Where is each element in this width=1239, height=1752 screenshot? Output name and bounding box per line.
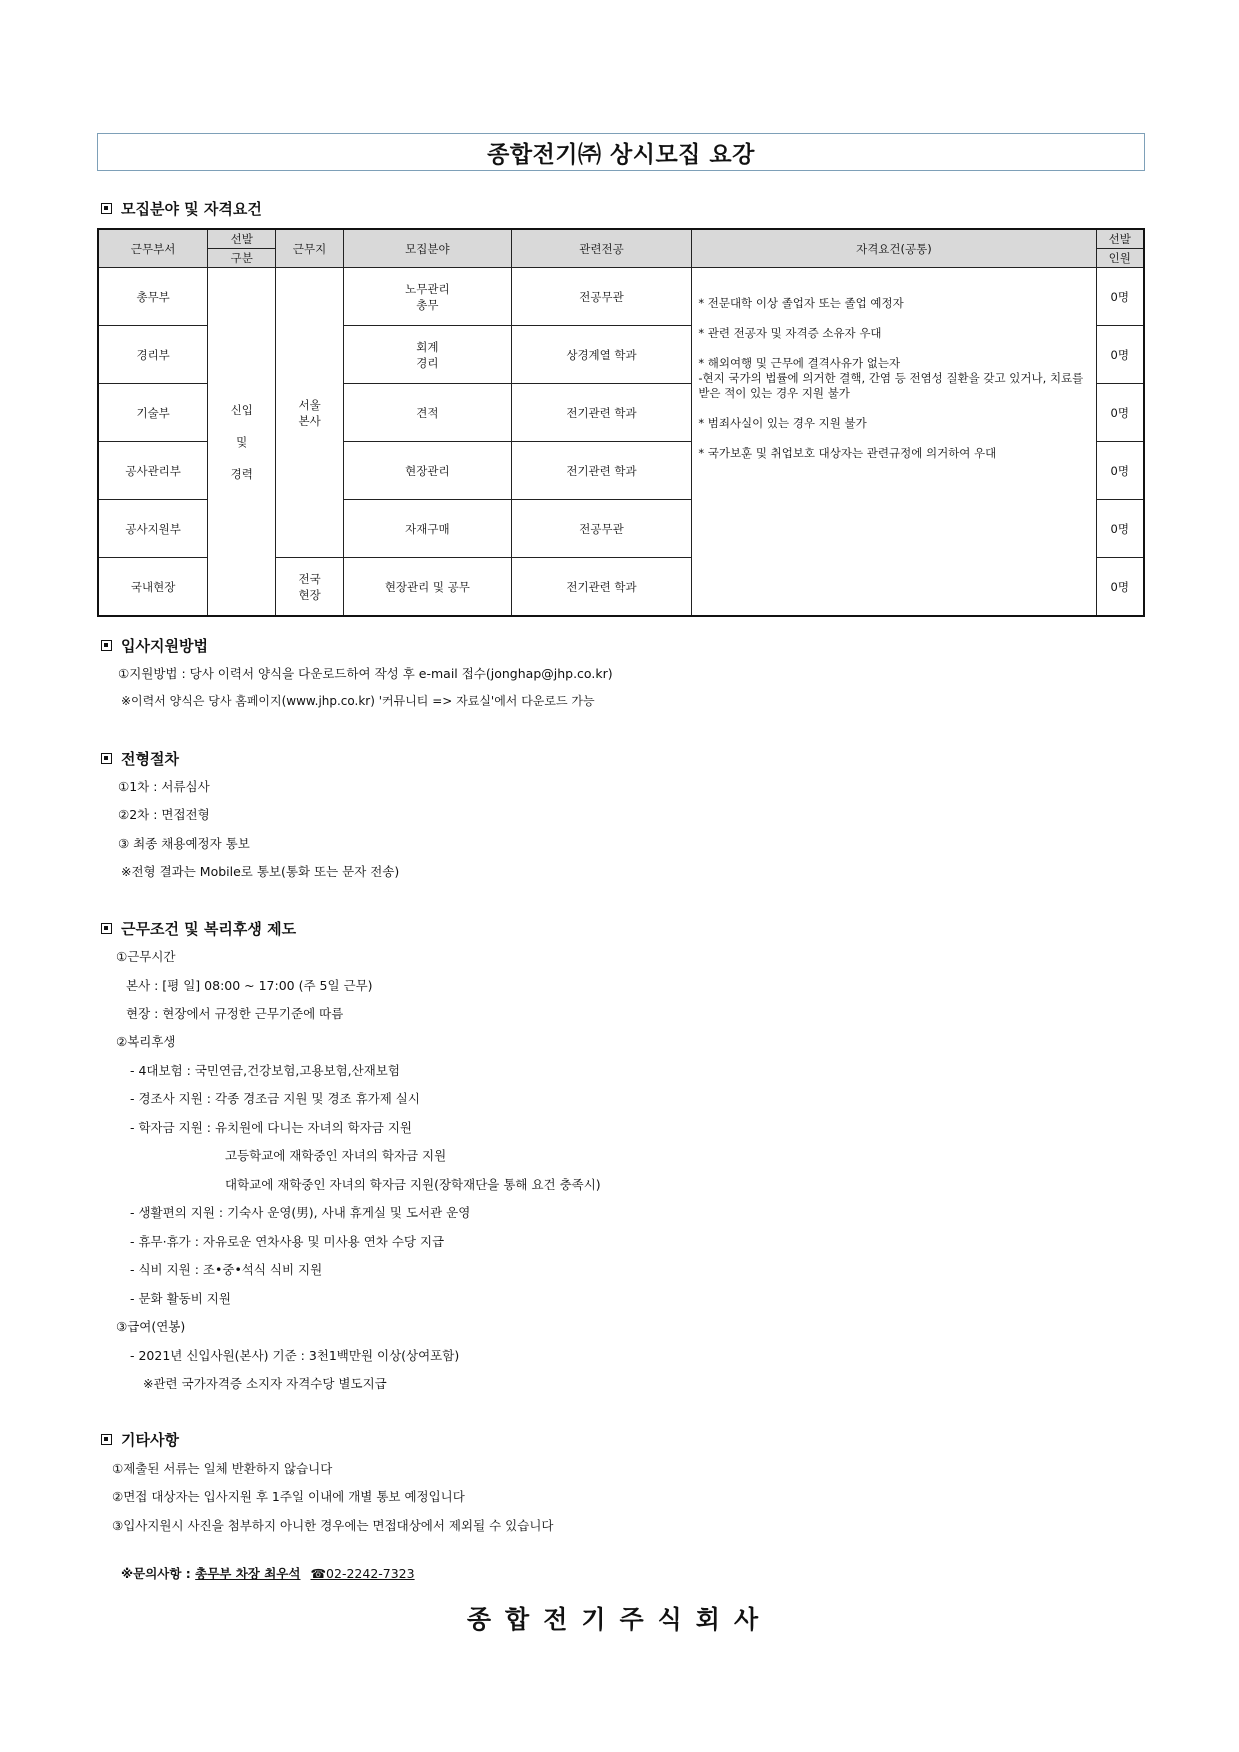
welfare-line: - 경조사 지원 : 각종 경조금 지원 및 경조 휴가제 실시 bbox=[130, 1091, 420, 1106]
cell-dept: 공사관리부 bbox=[98, 442, 208, 500]
square-bullet-icon bbox=[101, 753, 112, 764]
qual-item: * 국가보훈 및 취업보호 대상자는 관련규정에 의거하여 우대 bbox=[698, 446, 997, 460]
qual-item: * 관련 전공자 및 자격증 소유자 우대 bbox=[698, 326, 882, 340]
cell-major: 전공무관 bbox=[511, 500, 692, 558]
cell-field: 회계 경리 bbox=[344, 326, 512, 384]
cell-major: 전기관련 학과 bbox=[511, 442, 692, 500]
section-heading-recruit: 모집분야 및 자격요건 bbox=[101, 198, 262, 219]
welfare-line: - 2021년 신입사원(본사) 기준 : 3천1백만원 이상(상여포함) bbox=[130, 1348, 460, 1363]
contact-label: ※문의사항 : bbox=[121, 1566, 196, 1581]
page-title: 종합전기㈜ 상시모집 요강 bbox=[487, 141, 755, 168]
cell-count: 0명 bbox=[1096, 326, 1144, 384]
contact-person: 총무부 차장 최우석 bbox=[195, 1566, 301, 1581]
header-select-top: 선발 bbox=[208, 229, 276, 249]
cell-field: 노무관리 총무 bbox=[344, 268, 512, 326]
cell-field: 자재구매 bbox=[344, 500, 512, 558]
section-heading-apply: 입사지원방법 bbox=[101, 635, 208, 656]
header-select-bottom: 구분 bbox=[208, 249, 276, 268]
welfare-line: ①근무시간 bbox=[116, 949, 176, 964]
apply-note: ※이력서 양식은 당사 홈페이지(www.jhp.co.kr) '커뮤니티 => 자료실'에서 다운로드 가능 bbox=[121, 694, 595, 708]
cell-major: 전기관련 학과 bbox=[511, 384, 692, 442]
cell-qualifications bbox=[692, 268, 1096, 617]
section-heading-process: 전형절차 bbox=[101, 748, 179, 769]
square-bullet-icon bbox=[101, 203, 112, 214]
cell-count: 0명 bbox=[1096, 268, 1144, 326]
qual-item: * 해외여행 및 근무에 결격사유가 없는자 -현지 국가의 법률에 의거한 결핵, 간염 등 전염성 질환을 갖고 있거나, 치료를 받은 적이 있는 경우 지원 불가 bbox=[698, 356, 1084, 400]
process-note: ※전형 결과는 Mobile로 통보(통화 또는 문자 전송) bbox=[121, 864, 400, 879]
cell-field: 견적 bbox=[344, 384, 512, 442]
welfare-line: ②복리후생 bbox=[116, 1034, 176, 1049]
cell-count: 0명 bbox=[1096, 384, 1144, 442]
section-heading-etc: 기타사항 bbox=[101, 1429, 179, 1450]
cell-dept: 공사지원부 bbox=[98, 500, 208, 558]
contact-phone: ☎02-2242-7323 bbox=[310, 1566, 415, 1581]
recruit-table bbox=[97, 228, 1145, 617]
square-bullet-icon bbox=[101, 640, 112, 651]
qual-item: * 범죄사실이 있는 경우 지원 불가 bbox=[698, 416, 867, 430]
cell-field: 현장관리 bbox=[344, 442, 512, 500]
welfare-line: 본사 : [평 일] 08:00 ~ 17:00 (주 5일 근무) bbox=[126, 978, 373, 993]
cell-count: 0명 bbox=[1096, 500, 1144, 558]
cell-dept: 총무부 bbox=[98, 268, 208, 326]
header-qual: 자격요건(공통) bbox=[692, 229, 1096, 268]
cell-count: 0명 bbox=[1096, 442, 1144, 500]
cell-dept: 경리부 bbox=[98, 326, 208, 384]
cell-field: 현장관리 및 공무 bbox=[344, 558, 512, 617]
welfare-line: - 휴무·휴가 : 자유로운 연차사용 및 미사용 연차 수당 지급 bbox=[130, 1234, 445, 1249]
welfare-line: - 식비 지원 : 조•중•석식 식비 지원 bbox=[130, 1262, 323, 1277]
qual-item: * 전문대학 이상 졸업자 또는 졸업 예정자 bbox=[698, 296, 904, 310]
welfare-line: 대학교에 재학중인 자녀의 학자금 지원(장학재단을 통해 요건 충족시) bbox=[225, 1177, 601, 1192]
etc-line: ③입사지원시 사진을 첨부하지 아니한 경우에는 면접대상에서 제외될 수 있습니다 bbox=[112, 1518, 554, 1533]
header-location: 근무지 bbox=[276, 229, 344, 268]
header-count-top: 선발 bbox=[1096, 229, 1144, 249]
header-field: 모집분야 bbox=[344, 229, 512, 268]
welfare-line: 현장 : 현장에서 규정한 근무기준에 따름 bbox=[126, 1006, 344, 1021]
process-line: ①1차 : 서류심사 bbox=[118, 779, 210, 794]
company-name: 종합전기주식회사 bbox=[466, 1605, 773, 1634]
etc-line: ②면접 대상자는 입사지원 후 1주일 이내에 개별 통보 예정입니다 bbox=[112, 1489, 465, 1504]
cell-major: 상경계열 학과 bbox=[511, 326, 692, 384]
process-line: ②2차 : 면접전형 bbox=[118, 807, 210, 822]
cell-location-site: 전국 현장 bbox=[276, 558, 344, 617]
cell-dept: 기술부 bbox=[98, 384, 208, 442]
cell-location-hq: 서울 본사 bbox=[276, 268, 344, 558]
cell-dept: 국내현장 bbox=[98, 558, 208, 617]
welfare-line: - 문화 활동비 지원 bbox=[130, 1291, 231, 1306]
welfare-line: - 4대보험 : 국민연금,건강보험,고용보험,산재보험 bbox=[130, 1063, 400, 1078]
process-line: ③ 최종 채용예정자 통보 bbox=[118, 836, 250, 851]
apply-line: ①지원방법 : 당사 이력서 양식을 다운로드하여 작성 후 e-mail 접수(jonghap@jhp.co.kr) bbox=[118, 666, 613, 681]
etc-line: ①제출된 서류는 일체 반환하지 않습니다 bbox=[112, 1461, 333, 1476]
welfare-line: 고등학교에 재학중인 자녀의 학자금 지원 bbox=[225, 1148, 447, 1163]
cell-count: 0명 bbox=[1096, 558, 1144, 617]
welfare-line: - 학자금 지원 : 유치원에 다니는 자녀의 학자금 지원 bbox=[130, 1120, 413, 1135]
cell-select-type: 신입 및 경력 bbox=[208, 268, 276, 617]
cell-major: 전기관련 학과 bbox=[511, 558, 692, 617]
cell-major: 전공무관 bbox=[511, 268, 692, 326]
welfare-line: - 생활편의 지원 : 기숙사 운영(男), 사내 휴게실 및 도서관 운영 bbox=[130, 1205, 471, 1220]
header-count-bottom: 인원 bbox=[1096, 249, 1144, 268]
square-bullet-icon bbox=[101, 1434, 112, 1445]
square-bullet-icon bbox=[101, 923, 112, 934]
header-major: 관련전공 bbox=[511, 229, 692, 268]
welfare-note: ※관련 국가자격증 소지자 자격수당 별도지급 bbox=[143, 1376, 387, 1391]
section-heading-welfare: 근무조건 및 복리후생 제도 bbox=[101, 918, 296, 939]
table-row bbox=[98, 268, 1144, 326]
header-dept: 근무부서 bbox=[98, 229, 208, 268]
title-box bbox=[97, 133, 1145, 171]
contact-line bbox=[121, 1564, 415, 1582]
welfare-line: ③급여(연봉) bbox=[116, 1319, 186, 1334]
